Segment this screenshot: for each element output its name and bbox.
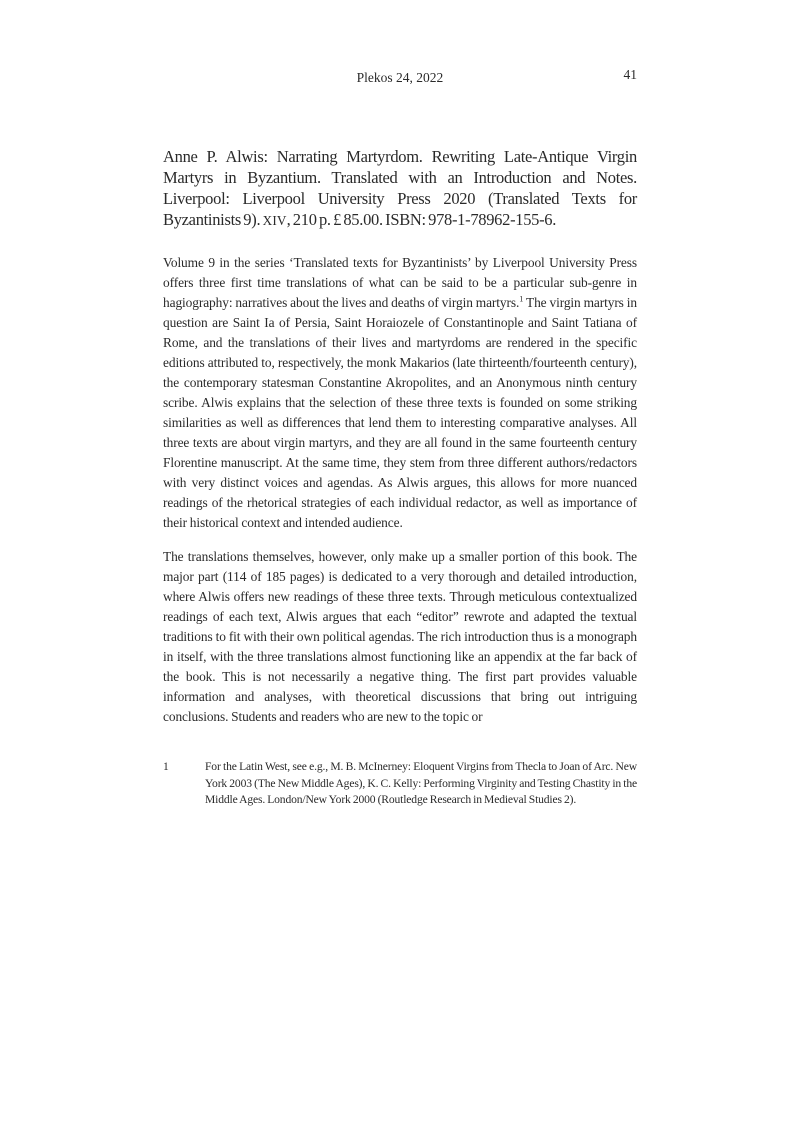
book-title-heading [163,146,637,231]
page-number: 41 [623,67,637,82]
running-head [163,67,637,86]
paragraph-1-after-note: The virgin martyrs in question are Saint Ia of Persia, Saint Horaiozele of Constantinople and Saint Tatiana of Rome, and the translations of their lives and martyrdoms are rendered in the specific editions attributed to, respectively, the monk Makarios (late thirteenth/fourteenth century), the contemporary statesman Constantine Akropolites, and an Anonymous ninth century scribe. Alwis explains that the selection of these three texts is founded on some striking similarities as well as differences that lend them to interesting comparative analyses. All three texts are about virgin martyrs, and they are all found in the same fourteenth century Florentine manuscript. At the same time, they stem from three different authors/redactors with very distinct voices and agendas. As Alwis argues, this allows for more nuanced readings of the rhetorical strategies of each individual redactor, as well as importance of their historical context and intended audience. [163,295,637,530]
paragraph-1 [163,253,637,533]
review-content [163,146,637,809]
heading-roman-pagecount: XIV [262,213,287,228]
heading-main-text: Anne P. Alwis: Narrating Martyrdom. Rewriting Late-Antique Virgin Martyrs in Byzantium. Translated with an Introduction and Notes. Liverpool: Liverpool University Press 2020 (Translated Texts for Byzantinists 9). [163,147,637,229]
footnote-1 [163,759,637,809]
footnote-text: For the Latin West, see e.g., M. B. McInerney: Eloquent Virgins from Thecla to Joan of Arc. New York 2003 (The New Middle Ages), K. C. Kelly: Performing Virginity and Testing Chastity in the Middle Ages. London/New York 2000 (Routledge Research in Medieval Studies 2). [205,760,637,807]
footnote-ref-1: 1 [519,294,524,304]
footnote-number: 1 [163,760,169,773]
heading-tail-text: , 210 p. £ 85.00. ISBN: 978-1-78962-155-6. [286,210,557,229]
paragraph-1-before-note: Volume 9 in the series ‘Translated texts for Byzantinists’ by Liverpool University Press offers three first time translations of what can be said to be a particular sub-genre in hagiography: narratives about the lives and deaths of virgin martyrs. [163,255,637,310]
paragraph-2: The translations themselves, however, only make up a smaller portion of this book. The major part (114 of 185 pages) is dedicated to a very thorough and detailed introduction, where Alwis offers new readings of these three texts. Through meticulous contextualized readings of each text, Alwis argues that each “editor” rewrote and adapted the textual traditions to fit with their own political agendas. The rich introduction thus is a monograph in itself, with the three translations almost functioning like an appendix at the far back of the book. This is not necessarily a negative thing. The first part provides valuable information and analyses, with theoretical discussions that bring out intriguing conclusions. Students and readers who are new to the topic or [163,549,637,724]
journal-title: Plekos 24, 2022 [356,70,444,85]
